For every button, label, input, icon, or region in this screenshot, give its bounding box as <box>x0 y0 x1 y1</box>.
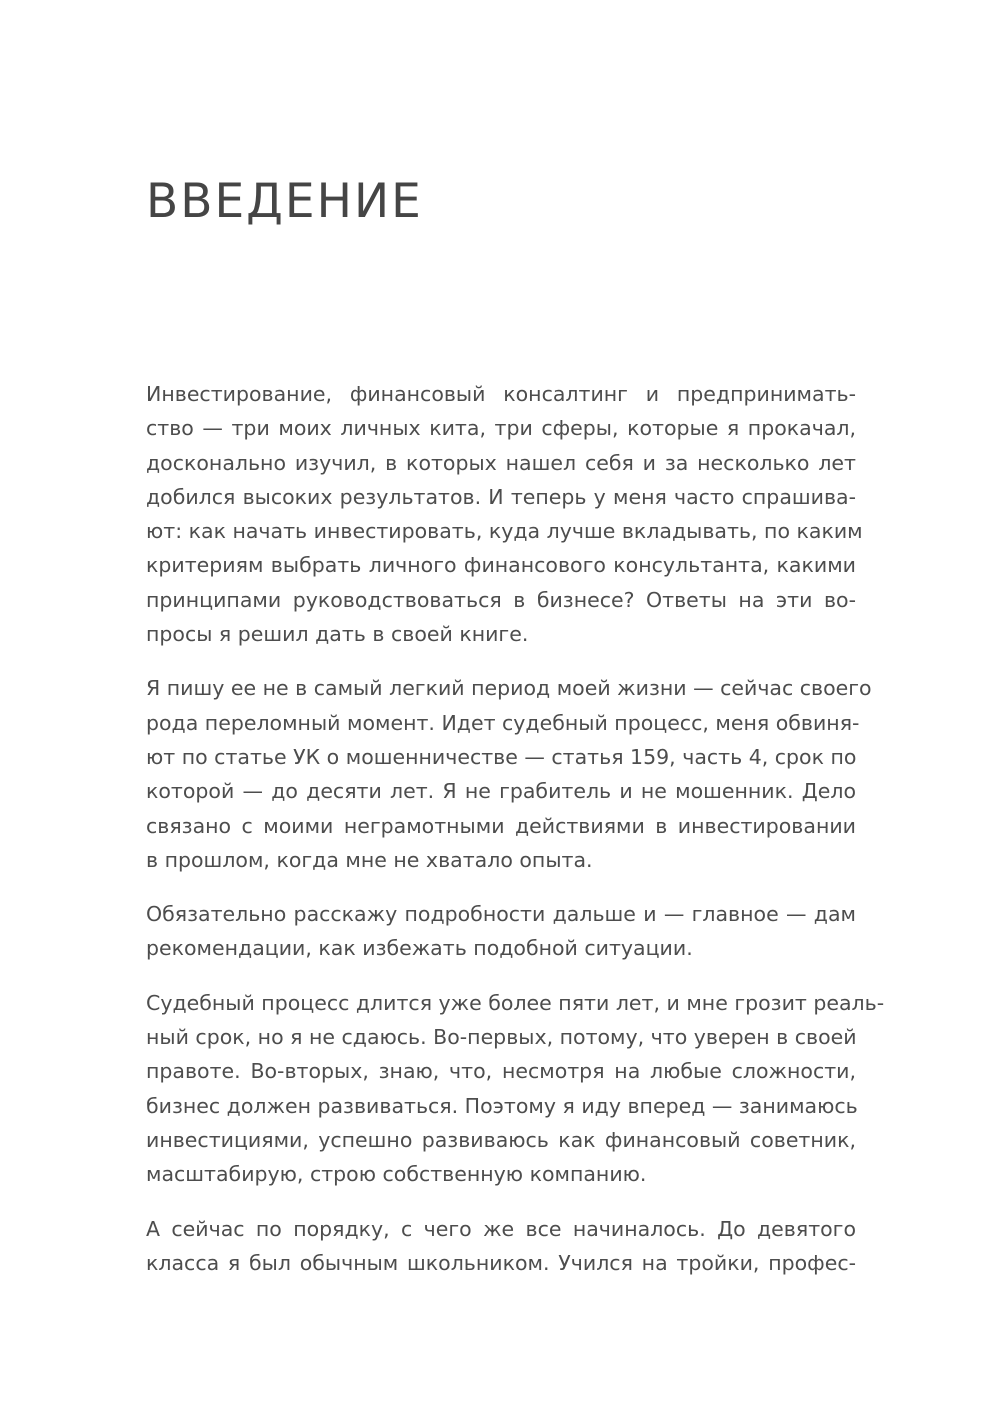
text-line: ют: как начать инвестировать, куда лучше вкладывать, по каким <box>146 519 863 544</box>
text-line: рекомендации, как избежать подобной ситуации. <box>146 936 693 961</box>
text-line: досконально изучил, в которых нашел себя и за несколько лет <box>146 450 856 475</box>
text-line: добился высоких результатов. И теперь у меня часто спрашива- <box>146 484 856 509</box>
paragraph-3 <box>146 897 856 966</box>
text-line: которой — до десяти лет. Я не грабитель и не мошенник. Дело <box>146 779 856 804</box>
paragraph-1 <box>146 377 863 651</box>
text-line: ство — три моих личных кита, три сферы, которые я прокачал, <box>146 416 856 441</box>
text-line: в прошлом, когда мне не хватало опыта. <box>146 847 593 872</box>
text-line: А сейчас по порядку, с чего же все начиналось. До девятого <box>146 1216 856 1241</box>
text-line: Обязательно расскажу подробности дальше и — главное — дам <box>146 902 856 927</box>
text-line: рода переломный момент. Идет судебный процесс, меня обвиня- <box>146 710 860 735</box>
paragraph-4 <box>146 986 885 1192</box>
text-line: масштабирую, строю собственную компанию. <box>146 1162 647 1187</box>
text-line: принципами руководствоваться в бизнесе? Ответы на эти во- <box>146 587 856 612</box>
text-line: ют по статье УК о мошенничестве — статья 159, часть 4, срок по <box>146 744 857 769</box>
text-line: Инвестирование, финансовый консалтинг и предпринимать- <box>146 382 856 406</box>
text-line: бизнес должен развиваться. Поэтому я иду вперед — занимаюсь <box>146 1093 858 1118</box>
text-line: связано с моими неграмотными действиями в инвестировании <box>146 813 856 838</box>
text-line: ный срок, но я не сдаюсь. Во-первых, потому, что уверен в своей <box>146 1025 857 1050</box>
text-line: Я пишу ее не в самый легкий период моей жизни — сейчас своего <box>146 676 872 701</box>
text-line: класса я был обычным школьником. Учился на тройки, профес- <box>146 1250 856 1275</box>
chapter-body <box>146 377 885 1300</box>
text-line: Судебный процесс длится уже более пяти лет, и мне грозит реаль- <box>146 990 885 1015</box>
paragraph-5 <box>146 1212 856 1281</box>
text-line: просы я решил дать в своей книге. <box>146 622 529 647</box>
text-line: правоте. Во-вторых, знаю, что, несмотря на любые сложности, <box>146 1059 856 1084</box>
text-line: инвестициями, успешно развиваюсь как финансовый советник, <box>146 1127 856 1152</box>
paragraph-2 <box>146 671 872 877</box>
text-line: критериям выбрать личного финансового консультанта, какими <box>146 553 856 578</box>
chapter-title: ВВЕДЕНИЕ <box>146 174 423 229</box>
